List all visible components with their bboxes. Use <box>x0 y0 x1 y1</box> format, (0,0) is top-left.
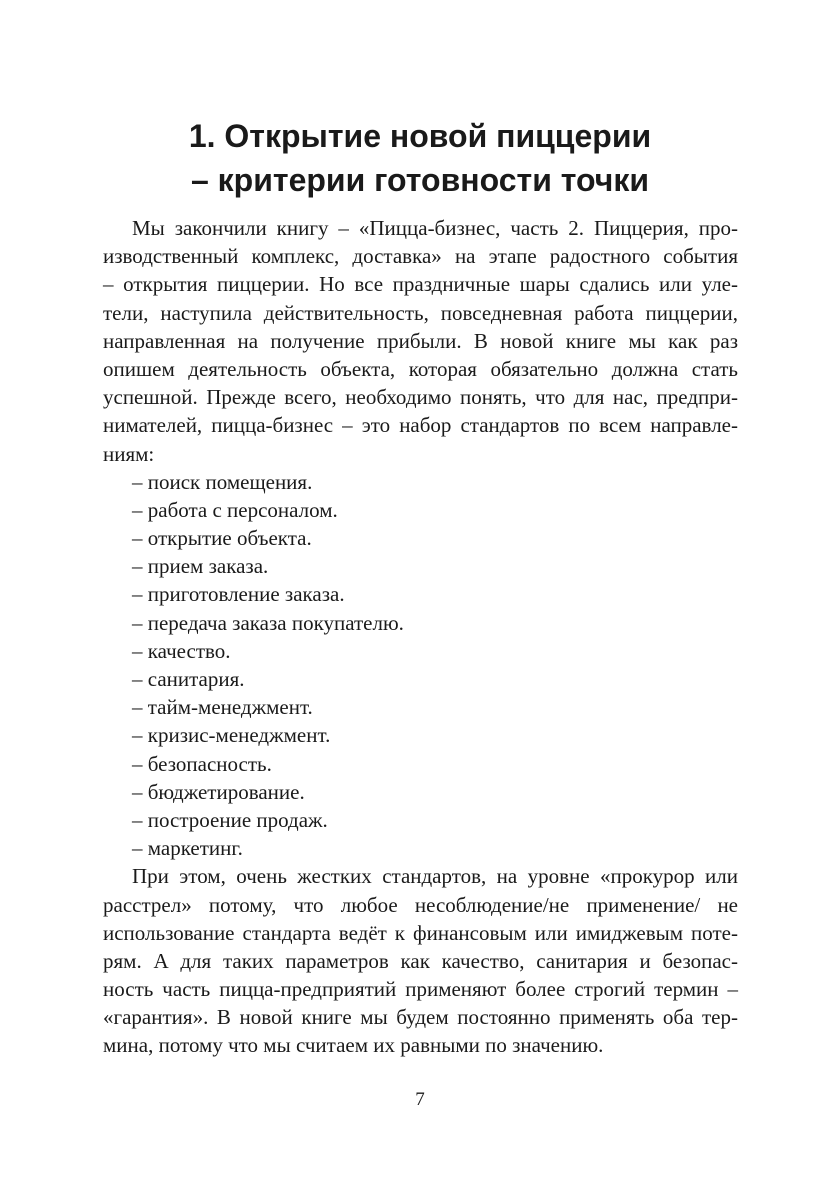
text-line: направленная на получение прибыли. В новой книге мы как раз <box>103 328 738 353</box>
closing-paragraph <box>103 862 738 1059</box>
text-line: ниям: <box>103 441 155 466</box>
text-line: – открытия пиццерии. Но все праздничные шары сдались или уле- <box>103 272 738 297</box>
list-item: – работа с персоналом. <box>132 497 338 522</box>
chapter-title-line-1: 1. Открытие новой пиццерии <box>188 118 652 154</box>
list-item: – прием заказа. <box>132 554 269 579</box>
text-line: успешной. Прежде всего, необходимо понять, что для нас, предпри- <box>103 385 738 410</box>
list-item: – безопасность. <box>132 751 272 776</box>
list-item: – построение продаж. <box>132 807 328 832</box>
text-line: изводственный комплекс, доставка» на этапе радостного события <box>103 244 738 269</box>
list-item: – кризис-менеджмент. <box>132 723 331 748</box>
text-line: тели, наступила действительность, повседневная работа пиццерии, <box>103 300 738 325</box>
text-line: использование стандарта ведёт к финансовым или имиджевым поте- <box>103 920 738 945</box>
list-item: – поиск помещения. <box>132 469 313 494</box>
list-item: – приготовление заказа. <box>132 582 345 607</box>
list-item: – санитария. <box>132 667 245 691</box>
list-item: – маркетинг. <box>132 836 243 861</box>
text-line: рям. А для таких параметров как качество, санитария и безопас- <box>103 948 738 973</box>
text-line: нимателей, пицца-бизнес – это набор стандартов по всем направле- <box>103 413 738 438</box>
chapter-body <box>103 214 738 1060</box>
list-item: – передача заказа покупателю. <box>132 610 404 635</box>
list-item: – тайм-менеджмент. <box>132 695 313 720</box>
standards-list <box>103 468 738 863</box>
text-line: опишем деятельность объекта, которая обязательно должна стать <box>103 356 738 381</box>
chapter-title <box>0 114 840 202</box>
text-line: ность часть пицца-предприятий применяют более строгий термин – <box>103 977 738 1002</box>
text-line: «гарантия». В новой книге мы будем постоянно применять оба тер- <box>103 1005 738 1030</box>
intro-paragraph <box>103 214 738 468</box>
page-number: 7 <box>415 1089 425 1110</box>
text-line: При этом, очень жестких стандартов, на уровне «прокурор или <box>132 864 738 889</box>
list-item: – бюджетирование. <box>132 779 305 804</box>
list-item: – открытие объекта. <box>132 526 312 551</box>
list-item: – качество. <box>132 638 231 663</box>
text-line: расстрел» потому, что любое несоблюдение/не применение/ не <box>103 892 738 917</box>
text-line: мина, потому что мы считаем их равными по значению. <box>103 1033 604 1058</box>
text-line: Мы закончили книгу – «Пицца-бизнес, часть 2. Пиццерия, про- <box>132 216 738 240</box>
chapter-title-line-2: – критерии готовности точки <box>190 162 650 198</box>
